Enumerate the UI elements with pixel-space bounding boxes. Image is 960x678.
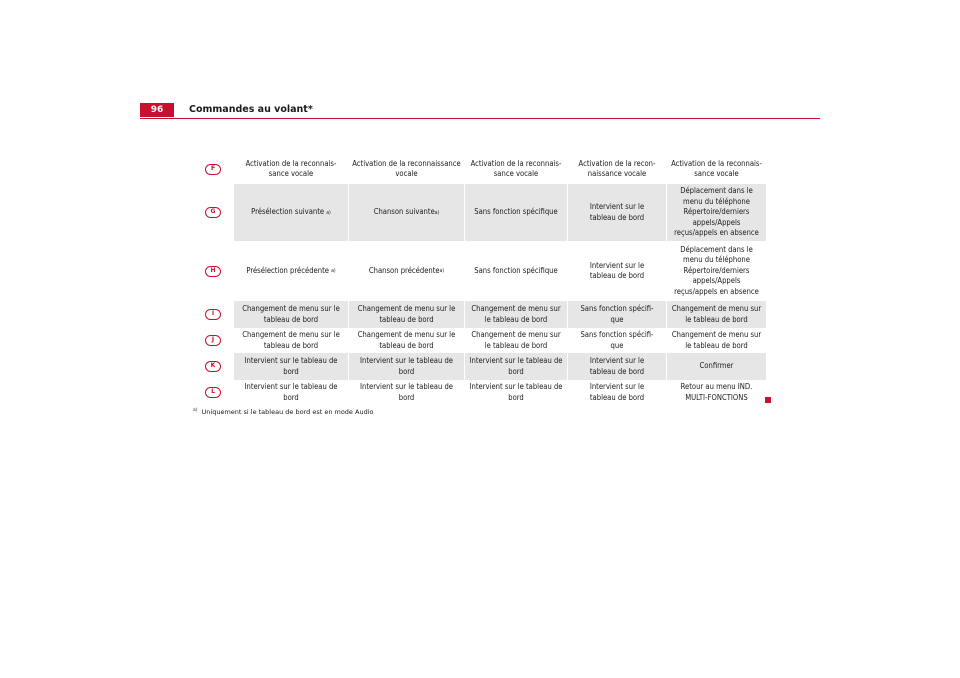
row-key-h xyxy=(200,241,234,301)
table-cell: Intervient sur le tableau de bord xyxy=(568,241,667,301)
table-row-g xyxy=(200,184,767,241)
row-key-f xyxy=(200,154,234,184)
table-cell: Activation de la reconnais- sance vocale xyxy=(667,154,767,184)
footnote xyxy=(193,408,373,416)
cell-text: Présélection suivante xyxy=(251,207,325,217)
row-key-badge: F xyxy=(205,164,221,175)
table-cell: Retour au menu IND. MULTI-FONCTIONS xyxy=(667,380,767,405)
controls-table xyxy=(200,154,767,405)
table-cell: Sans fonction spécifique xyxy=(465,184,568,241)
row-key-g xyxy=(200,184,234,241)
table-cell: Activation de la recon- naissance vocale xyxy=(568,154,667,184)
table-cell: Sans fonction spécifique xyxy=(465,241,568,301)
table-cell: Changement de menu sur le tableau de bord xyxy=(667,328,767,353)
table-row-f xyxy=(200,154,767,184)
table-cell: Changement de menu sur le tableau de bord xyxy=(465,328,568,353)
table-cell: Chanson suivante a) xyxy=(349,184,465,241)
cell-text: Présélection précédente xyxy=(246,265,329,275)
cell-text: Chanson précédente xyxy=(368,265,440,275)
table-row-i xyxy=(200,301,767,328)
table-row-l xyxy=(200,380,767,405)
cell-text: Chanson suivante xyxy=(373,207,435,217)
table-cell: Changement de menu sur le tableau de bord xyxy=(234,328,349,353)
table-cell: Sans fonction spécifi- que xyxy=(568,328,667,353)
row-key-k xyxy=(200,353,234,380)
row-key-i xyxy=(200,301,234,328)
row-key-l xyxy=(200,380,234,405)
row-key-badge: L xyxy=(205,387,221,398)
row-key-badge: G xyxy=(205,207,221,218)
row-key-badge: J xyxy=(205,335,221,346)
table-cell: Intervient sur le tableau de bord xyxy=(349,353,465,380)
table-cell: Changement de menu sur le tableau de bord xyxy=(465,301,568,328)
table-cell: Déplacement dans le menu du téléphone Répertoire/derniers appels/Appels reçus/appels en absence xyxy=(667,184,767,241)
table-cell: Activation de la reconnais- sance vocale xyxy=(465,154,568,184)
table-cell: Intervient sur le tableau de bord xyxy=(465,353,568,380)
section-end-marker xyxy=(765,397,771,403)
table-cell: Intervient sur le tableau de bord xyxy=(465,380,568,405)
table-cell: Changement de menu sur le tableau de bord xyxy=(349,328,465,353)
table-cell: Confirmer xyxy=(667,353,767,380)
table-cell: Changement de menu sur le tableau de bord xyxy=(234,301,349,328)
table-cell: Intervient sur le tableau de bord xyxy=(568,184,667,241)
table-cell: Activation de la reconnaissance vocale xyxy=(349,154,465,184)
row-key-badge: I xyxy=(205,309,221,320)
table-cell: Intervient sur le tableau de bord xyxy=(568,380,667,405)
table-cell: Intervient sur le tableau de bord xyxy=(234,380,349,405)
table-cell: Sans fonction spécifi- que xyxy=(568,301,667,328)
table-row-h xyxy=(200,241,767,301)
table-cell: Intervient sur le tableau de bord xyxy=(349,380,465,405)
table-row-j xyxy=(200,328,767,353)
table-cell: Présélection précédente a) xyxy=(234,241,349,301)
table-row-k xyxy=(200,353,767,380)
table-cell: Changement de menu sur le tableau de bord xyxy=(667,301,767,328)
table-cell: Chanson précédente a) xyxy=(349,241,465,301)
row-key-badge: H xyxy=(205,266,221,277)
table-cell: Intervient sur le tableau de bord xyxy=(568,353,667,380)
page-number: 96 xyxy=(140,103,174,117)
footnote-marker: a) xyxy=(193,408,198,413)
table-cell: Présélection suivante a) xyxy=(234,184,349,241)
row-key-j xyxy=(200,328,234,353)
table-cell: Changement de menu sur le tableau de bord xyxy=(349,301,465,328)
table-cell: Intervient sur le tableau de bord xyxy=(234,353,349,380)
header-rule xyxy=(140,118,820,119)
page-title: Commandes au volant* xyxy=(189,104,313,115)
row-key-badge: K xyxy=(205,361,221,372)
table-cell: Déplacement dans le menu du téléphone Répertoire/derniers appels/Appels reçus/appels en absence xyxy=(667,241,767,301)
table-cell: Activation de la reconnais- sance vocale xyxy=(234,154,349,184)
footnote-text: Uniquement si le tableau de bord est en mode Audio xyxy=(201,408,374,417)
